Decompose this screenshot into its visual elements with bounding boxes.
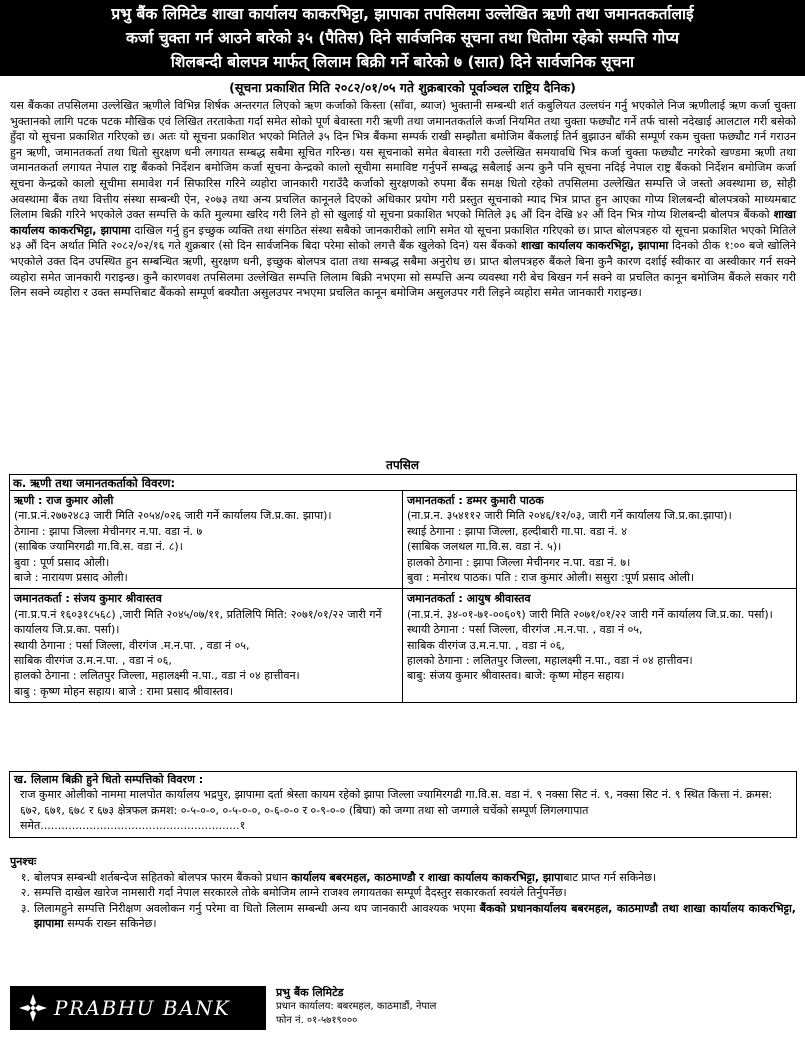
note-number: ३. (20, 901, 30, 915)
borrower-cell (10, 491, 403, 588)
guarantor-2-line: हालको ठेगाना : ललितपुर जिल्ला, महालक्ष्मी न.पा., वडा नं ०४ हात्तीवन। (14, 669, 300, 683)
body-branch-1: शाखा कार्यालय काकरभिट्टा, झापामा (10, 208, 796, 237)
note-item (10, 901, 796, 932)
header-line-1: प्रभु बैंक लिमिटेड शाखा कार्यालय काकरभिट्टा, झापाका तपसिलमा उल्लेखित ऋणी तथा जमानतकर्तालाई (111, 5, 694, 23)
notice-body (10, 98, 796, 301)
guarantor-3-line: (ना.प्र.नं. ३४-०१-७१-००६०९) जारी मिति २०७१/०१/२२ जारी गर्ने कार्यालय जि.प्र.का. पर्सा)। (407, 607, 773, 621)
notes-title: पुनश्चः (10, 855, 37, 868)
header-line-2: कर्जा चुक्ता गर्न आउने बारेको ३५ (पैतिस) दिने सार्वजनिक सूचना तथा धितोमा रहेको सम्पत्ति गोप्य (126, 29, 679, 47)
note-item (10, 870, 796, 886)
borrower-line: ठेगाना : झापा जिल्ला मेचीनगर न.पा. वडा नं. ७ (14, 524, 203, 538)
section-b-title: ख. लिलाम बिक्री हुने धितो सम्पत्तिको विवरण : (14, 773, 204, 786)
note-1-text-c: बाट प्राप्त गर्न सकिनेछ। (563, 870, 657, 884)
prabhu-bank-logo (10, 986, 266, 1030)
body-text-2: दाखिल गर्नु हुन इच्छुक व्यक्ति तथा संगठित संस्था सबैको जानकारीको लागि समेत यो सूचना प्रकाशित गरिएको छ। प्राप्त बोलपत्रहरु यो सूचना प्रकाशित भएको मितिले ४३ औं दिन अर्थात मिति २०८२/०२/१६ गते शुक्रबार (सो दिन सार्वजनिक बिदा परेमा सोको लगत्तै बैंक खुलेको दिन) यस बैंकको (10, 223, 797, 253)
guarantor-1-line: (साबिक जलथल गा.वि.स. वडा नं. ५)। (407, 540, 562, 554)
party-row-1 (10, 491, 796, 588)
guarantor-3-title: जमानतकर्ता : आयुष श्रीवास्तव (407, 592, 531, 606)
borrower-line: (ना.प्र.नं.२७७२४८३ जारी मिति २०५४/०२६ जारी गर्ने कार्यालय जि.प्र.का. झापा)। (14, 509, 332, 523)
notice-header (0, 0, 805, 76)
guarantor-2-line: बाबु : कृष्ण मोहन सहाय। बाजे : रामा प्रसाद श्रीवास्तव। (14, 684, 234, 698)
guarantor-3-line: हालको ठेगाना : ललितपुर जिल्ला, महालक्ष्मी न.पा., वडा नं ०४ हात्तीवन। (407, 654, 693, 668)
bank-phone: फोन नं. ०१-५७१९००० (276, 1015, 358, 1026)
note-1-text-a: बोलपत्र सम्बन्धी शर्तबन्देज सहितको बोलपत्र फारम बैंकको प्रधान (34, 870, 292, 884)
note-number: १. (20, 870, 30, 884)
party-details-table (9, 491, 797, 703)
note-item (10, 885, 796, 901)
note-3-text-c: सम्पर्क राख्न सकिनेछ। (63, 917, 157, 931)
guarantor-1-line: बुवा : मनोरथ पाठक। पति : राज कुमार ओली। ससुरा :पूर्ण प्रसाद ओली। (407, 571, 695, 585)
collateral-section (9, 771, 797, 838)
guarantor-3-cell (403, 589, 796, 702)
guarantor-2-line: साबिक वीरगंज उ.म.न.पा. , वडा नं ०६, (14, 654, 172, 668)
note-3-text-a: लिलामहुने सम्पत्ति निरीक्षण अवलोकन गर्नु परेमा वा धितो लिलाम सम्बन्धी अन्य थप जानकारी आवश्यक भएमा (34, 901, 480, 915)
guarantor-1-line: हालको ठेगाना : झापा जिल्ला मेचीनगर न.पा. वडा नं. ७। (407, 555, 631, 569)
note-number: २. (20, 886, 30, 900)
guarantor-3-line: साबिक वीरगंज उ.म.न.पा. , वडा नं ०६, (407, 638, 565, 652)
body-branch-2: शाखा कार्यालय काकरभिट्टा, झापामा (520, 239, 669, 253)
guarantor-3-line: बाबु: संजय कुमार श्रीवास्तव। बाजे: कृष्ण मोहन सहाय। (407, 669, 625, 683)
body-text-1: यस बैंकका तपसिलमा उल्लेखित ऋणीले विभिन्न शिर्षक अन्तरगत लिएको ऋण कर्जाको किस्ता (साँवा, ब्याज) भुक्तानी सम्बन्धी शर्त कबुलियत उल्लघंन गर्नु भएकोले निज ऋणीलाई ऋण कर्जा चुक्ता भुक्तानको लागि पटक पटक मौखिक एवं लिखित तरताकेता गर्दा समेत सोको पूर्ण बेवास्ता गरी ऋणी तथा जमानतकर्ताले कर्जा नियमित तथा चुक्ता फछ्यौट गर्ने तर्फ चासो नदेखाई आलटाल गरी बसेको हुँदा यो सूचना प्रकाशित गरिएको छ। अतः यो सूचना प्रकाशित भएको मितिले ३५ दिन भित्र बैंकमा सम्पर्क राखी सम्झौता बमोजिम बैंकलाई तिर्न बुझाउन बाँकी सम्पूर्ण रकम चुक्ता फछ्यौट गर्न गराउन हुन ऋणी, जमानतकर्ता तथा धितो सुरक्षण धनी लगायत सम्बद्ध सबैमा सूचित गरिन्छ। यस सूचनाको समेत बेवास्ता गरी उल्लेखित समयावधि भित्र कर्जा चुक्ता फछ्यौट नगरेको खण्डमा ऋणी तथा जमानतकर्ता लगायत नेपाल राष्ट्र बैंकको निर्देशन बमोजिम कर्जा सूचना केन्द्रको कालो सूचीमा समाविष्ट गर्नुपर्ने सम्बद्ध सबैलाई अन्य कुनै पनि सूचना नदिई नेपाल राष्ट्र बैंकको निर्देशन बमोजिम कर्जा सूचना केन्द्रको कालो सूचीमा समावेश गर्न सिफारिस गरिने व्यहोरा जानकारी गराउँदै कर्जाको सुरक्षणको रुपमा बैंक समक्ष धितो रहेको तपसिलमा उल्लेखित सम्पत्ति जे जस्तो अवस्थामा छ, सोही अवस्थामा बैंक तथा वित्तीय संस्था सम्बन्धी ऐन, २०७३ तथा अन्य प्रचलित कानूनले दिएको अधिकार प्रयोग गरी प्रस्तुत सूचनाको म्याद भित्र प्राप्त हुन आएका गोप्य शिलबन्दी बोलपत्रको माध्यमबाट लिलाम बिक्री गरिने भएकोले उक्त सम्पत्ति के कति मुल्यमा खरिद गरी लिने हो सो खुलाई यो सूचना प्रकाशित भएको मितिले ३६ औं दिन देखि ४२ औं दिन भित्र गोप्य शिलबन्दी बोलपत्र बैंकको (10, 99, 796, 222)
header-line-3: शिलबन्दी बोलपत्र मार्फत् लिलाम बिक्री गर्ने बारेको ७ (सात) दिने सार्वजनिक सूचना (170, 53, 635, 71)
note-text (34, 901, 796, 932)
borrower-title: ऋणी : राज कुमार ओली (14, 494, 114, 507)
guarantor-1-title: जमानतकर्ता : डम्मर कुमारी पाठक (407, 494, 544, 507)
guarantor-2-title: जमानतकर्ता : संजय कुमार श्रीवास्तव (14, 592, 162, 606)
borrower-line: बुवा : पूर्ण प्रसाद ओली। (14, 555, 110, 569)
note-2-text: सम्पत्ति दाखेल खारेज नामसारी गर्दा नेपाल सरकारले तोके बमोजिम लाग्ने राजश्व लगायतका सम्पूर्ण दैदस्तुर सकारकर्ता स्वयंले तिर्नुपर्नेछ। (34, 886, 567, 900)
note-text (34, 870, 796, 886)
collateral-description: राज कुमार ओलीको नाममा मालपोत कार्यालय भद्रपुर, झापामा दर्ता श्रेस्ता कायम रहेको झापा जिल्ला ज्यामिरगढी गा.वि.स. वडा नं. ९ नक्सा सिट नं. ९, नक्सा सिट नं. ९ स्थित कित्ता नं. क्रमस: ६७२, ६७१, ६७८ र ६७३ क्षेत्रफल क्रमश: ०-५-०-०, ०-५-०-०, ०-६-०-० र ०-९-०-० (बिघा) को जग्गा तथा सो जग्गाले चर्चेको सम्पूर्ण लिगलगापात समेत.........................................................१ (20, 788, 773, 833)
logo-wordmark: PRABHU BANK (54, 996, 231, 1020)
guarantor-1-line: स्थाई ठेगाना : झापा जिल्ला, हल्दीबारी गा.पा. वडा नं. ४ (407, 524, 627, 538)
note-1-office: कार्यालय बबरमहल, काठमाण्डौ र शाखा कार्यालय काकरभिट्टा, झापा (291, 870, 564, 884)
publication-date-line: (सूचना प्रकाशित मिति २०८२/०१/०५ गते शुक्रबारको पूर्वाञ्चल राष्ट्रिय दैनिक) (229, 80, 576, 95)
guarantor-2-cell (10, 589, 403, 702)
guarantor-1-cell (403, 491, 796, 588)
bank-emblem-icon (16, 991, 50, 1025)
notice-footer (10, 983, 570, 1035)
section-a-title: क. ऋणी तथा जमानतकर्ताको विवरण: (9, 474, 797, 491)
borrower-line: (साबिक ज्यामिरगढी गा.वि.स. वडा नं. ८)। (14, 540, 183, 554)
party-row-2 (10, 588, 796, 702)
body-text-3: दिनको ठीक १:०० बजे खोलिने भएकोले उक्त दिन उपस्थित हुन सम्बन्धित ऋणी, सुरक्षण धनी, इच्छुक बोलपत्र दाता तथा सम्बद्ध सबैमा अनुरोध छ। प्राप्त बोलपत्रहरु बैंकले बिना कुनै कारण दर्शाई स्वीकार वा अस्वीकार गर्न सक्ने व्यहोरा समेत जानकारी गराइन्छ। कुनै कारणवश तपसिलमा उल्लेखित सम्पत्ति लिलाम बिक्री नभएमा सो सम्पत्ति अन्य व्यवस्था गरी बेच बिखन गर्न सक्ने वा प्रचलित कानून बमोजिम बैंकले सकार गरी लिन सक्ने व्यहोरा र उक्त सम्पत्तिबाट बैंकको सम्पूर्ण बक्यौता असुलउपर नभएमा प्रचलित कानून बमोजिम असुलउपर गरी लिइने व्यहोरा समेत जानकारी गराइन्छ। (10, 239, 796, 300)
guarantor-3-line: स्थायी ठेगाना : पर्सा जिल्ला, वीरगंज .म.न.पा. , वडा नं ०५, (407, 623, 643, 637)
guarantor-1-line: (ना.प्र.न. ३५४११२ जारी मिति २०४६/१२/०३, जारी गर्ने कार्यालय जि.प्र.का.झापा)। (407, 509, 732, 523)
tapsil-heading: तपसिल (385, 458, 419, 472)
bank-contact (276, 986, 436, 1028)
bank-address: प्रधान कार्यालय: बबरमहल, काठमाडौं, नेपाल (276, 1001, 437, 1012)
note-3-office: बैंकको प्रधानकार्यालय बबरमहल, काठमाण्डौ तथा शाखा कार्यालय काकरभिट्टा, झापामा (34, 901, 796, 931)
postscript-notes (10, 854, 796, 932)
borrower-line: बाजे : नारायण प्रसाद ओली। (14, 571, 128, 585)
bank-name: प्रभु बैंक लिमिटेड (276, 986, 344, 999)
guarantor-2-line: (ना.प्र.प.नं १६०३१८५६८) ,जारी मिति २०४५/०७/११, प्रतिलिपि मिति: २०७१/०१/२२ जारी गर्ने कार्यालय जि.प्र.का. पर्सा)। (14, 607, 382, 637)
guarantor-2-line: स्थायी ठेगाना : पर्सा जिल्ला, वीरगंज .म.न.पा. , वडा नं ०५, (14, 638, 250, 652)
